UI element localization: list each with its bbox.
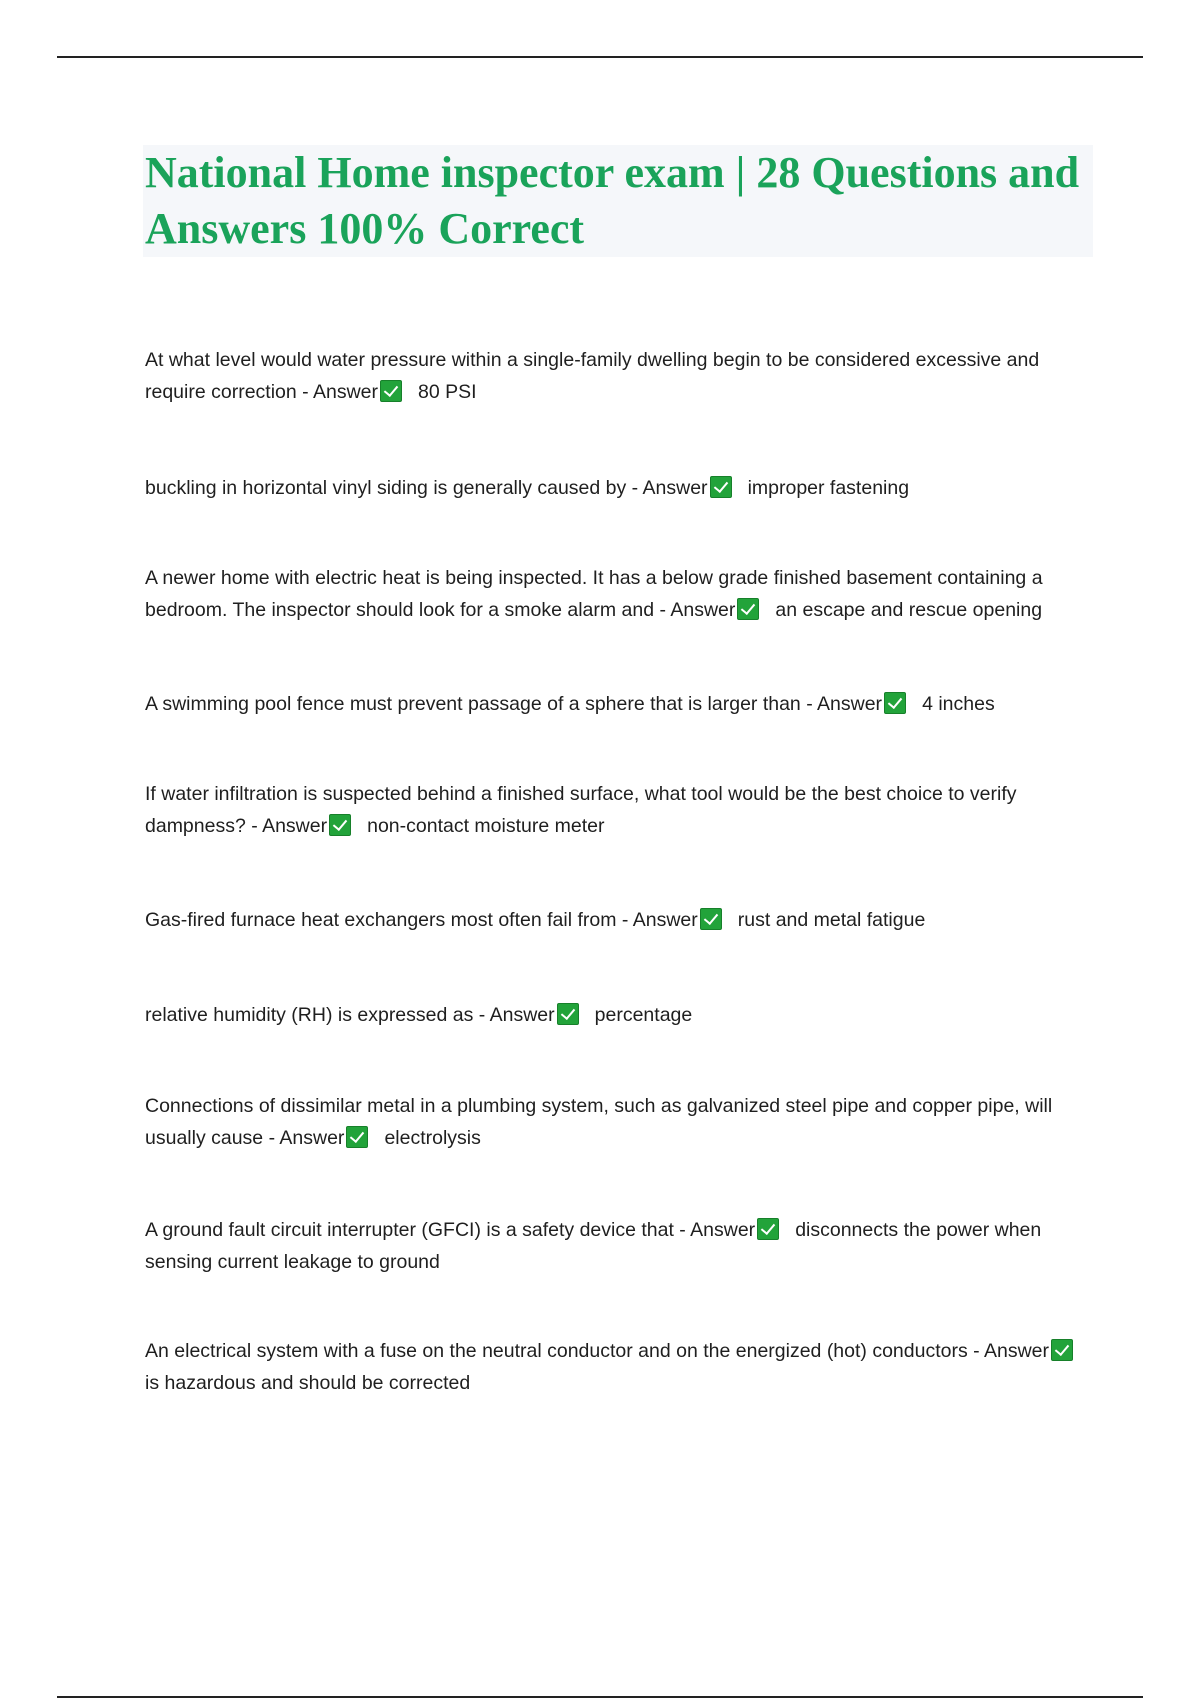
title-box bbox=[143, 145, 1093, 257]
check-mark-icon bbox=[329, 814, 351, 836]
bottom-rule bbox=[57, 1696, 1143, 1698]
page-title: National Home inspector exam | 28 Questions and Answers 100% Correct bbox=[145, 148, 1080, 253]
answer-text: 4 inches bbox=[922, 693, 995, 715]
check-mark-icon bbox=[884, 692, 906, 714]
check-mark-icon bbox=[380, 380, 402, 402]
answer-text: is hazardous and should be corrected bbox=[145, 1372, 471, 1394]
answer-text: 80 PSI bbox=[418, 381, 477, 403]
answer-label: Answer bbox=[983, 1340, 1049, 1362]
check-mark-icon bbox=[700, 908, 722, 930]
question-text: buckling in horizontal vinyl siding is generally caused by - bbox=[145, 477, 643, 499]
answer-text: percentage bbox=[594, 1004, 693, 1026]
question-text: A newer home with electric heat is being inspected. It has a below grade finished basement containing a bedroom. The inspector should look for a smoke alarm and - bbox=[145, 567, 1043, 621]
answer-label: Answer bbox=[489, 1004, 555, 1026]
answer-label: Answer bbox=[817, 693, 883, 715]
answer-label: Answer bbox=[670, 599, 736, 621]
question-text: A swimming pool fence must prevent passage of a sphere that is larger than - bbox=[145, 693, 818, 715]
qa-item-1 bbox=[145, 344, 1095, 408]
qa-item-9 bbox=[145, 1214, 1095, 1278]
answer-label: Answer bbox=[313, 381, 379, 403]
answer-label: Answer bbox=[262, 815, 328, 837]
check-mark-icon bbox=[757, 1218, 779, 1240]
question-text: If water infiltration is suspected behind a finished surface, what tool would be the best choice to verify dampness? - bbox=[145, 783, 1017, 837]
check-mark-icon bbox=[346, 1126, 368, 1148]
question-text: relative humidity (RH) is expressed as - bbox=[145, 1004, 490, 1026]
check-mark-icon bbox=[737, 598, 759, 620]
answer-text: disconnects the power when sensing current leakage to ground bbox=[145, 1219, 1042, 1273]
answer-label: Answer bbox=[632, 909, 698, 931]
answer-text: improper fastening bbox=[747, 477, 910, 499]
top-rule bbox=[57, 56, 1143, 58]
check-mark-icon bbox=[557, 1003, 579, 1025]
qa-item-3 bbox=[145, 562, 1095, 626]
qa-item-5 bbox=[145, 778, 1095, 842]
question-text: Connections of dissimilar metal in a plumbing system, such as galvanized steel pipe and copper pipe, will usually cause - bbox=[145, 1095, 1053, 1149]
qa-item-7 bbox=[145, 999, 1095, 1031]
question-text: Gas-fired furnace heat exchangers most often fail from - bbox=[145, 909, 633, 931]
answer-text: non-contact moisture meter bbox=[367, 815, 605, 837]
qa-item-10 bbox=[145, 1335, 1095, 1399]
answer-label: Answer bbox=[279, 1127, 345, 1149]
answer-text: rust and metal fatigue bbox=[737, 909, 926, 931]
answer-text: an escape and rescue opening bbox=[775, 599, 1043, 621]
qa-item-8 bbox=[145, 1090, 1095, 1154]
check-mark-icon bbox=[1051, 1339, 1073, 1361]
question-text: An electrical system with a fuse on the neutral conductor and on the energized (hot) conductors - bbox=[145, 1340, 984, 1362]
qa-item-6 bbox=[145, 904, 1095, 936]
check-mark-icon bbox=[710, 476, 732, 498]
answer-label: Answer bbox=[642, 477, 708, 499]
question-text: A ground fault circuit interrupter (GFCI) is a safety device that - bbox=[145, 1219, 691, 1241]
answer-label: Answer bbox=[690, 1219, 756, 1241]
question-text: At what level would water pressure within a single-family dwelling begin to be considered excessive and require correction - bbox=[145, 349, 1040, 403]
answer-text: electrolysis bbox=[384, 1127, 481, 1149]
qa-item-4 bbox=[145, 688, 1095, 720]
qa-item-2 bbox=[145, 472, 1095, 504]
